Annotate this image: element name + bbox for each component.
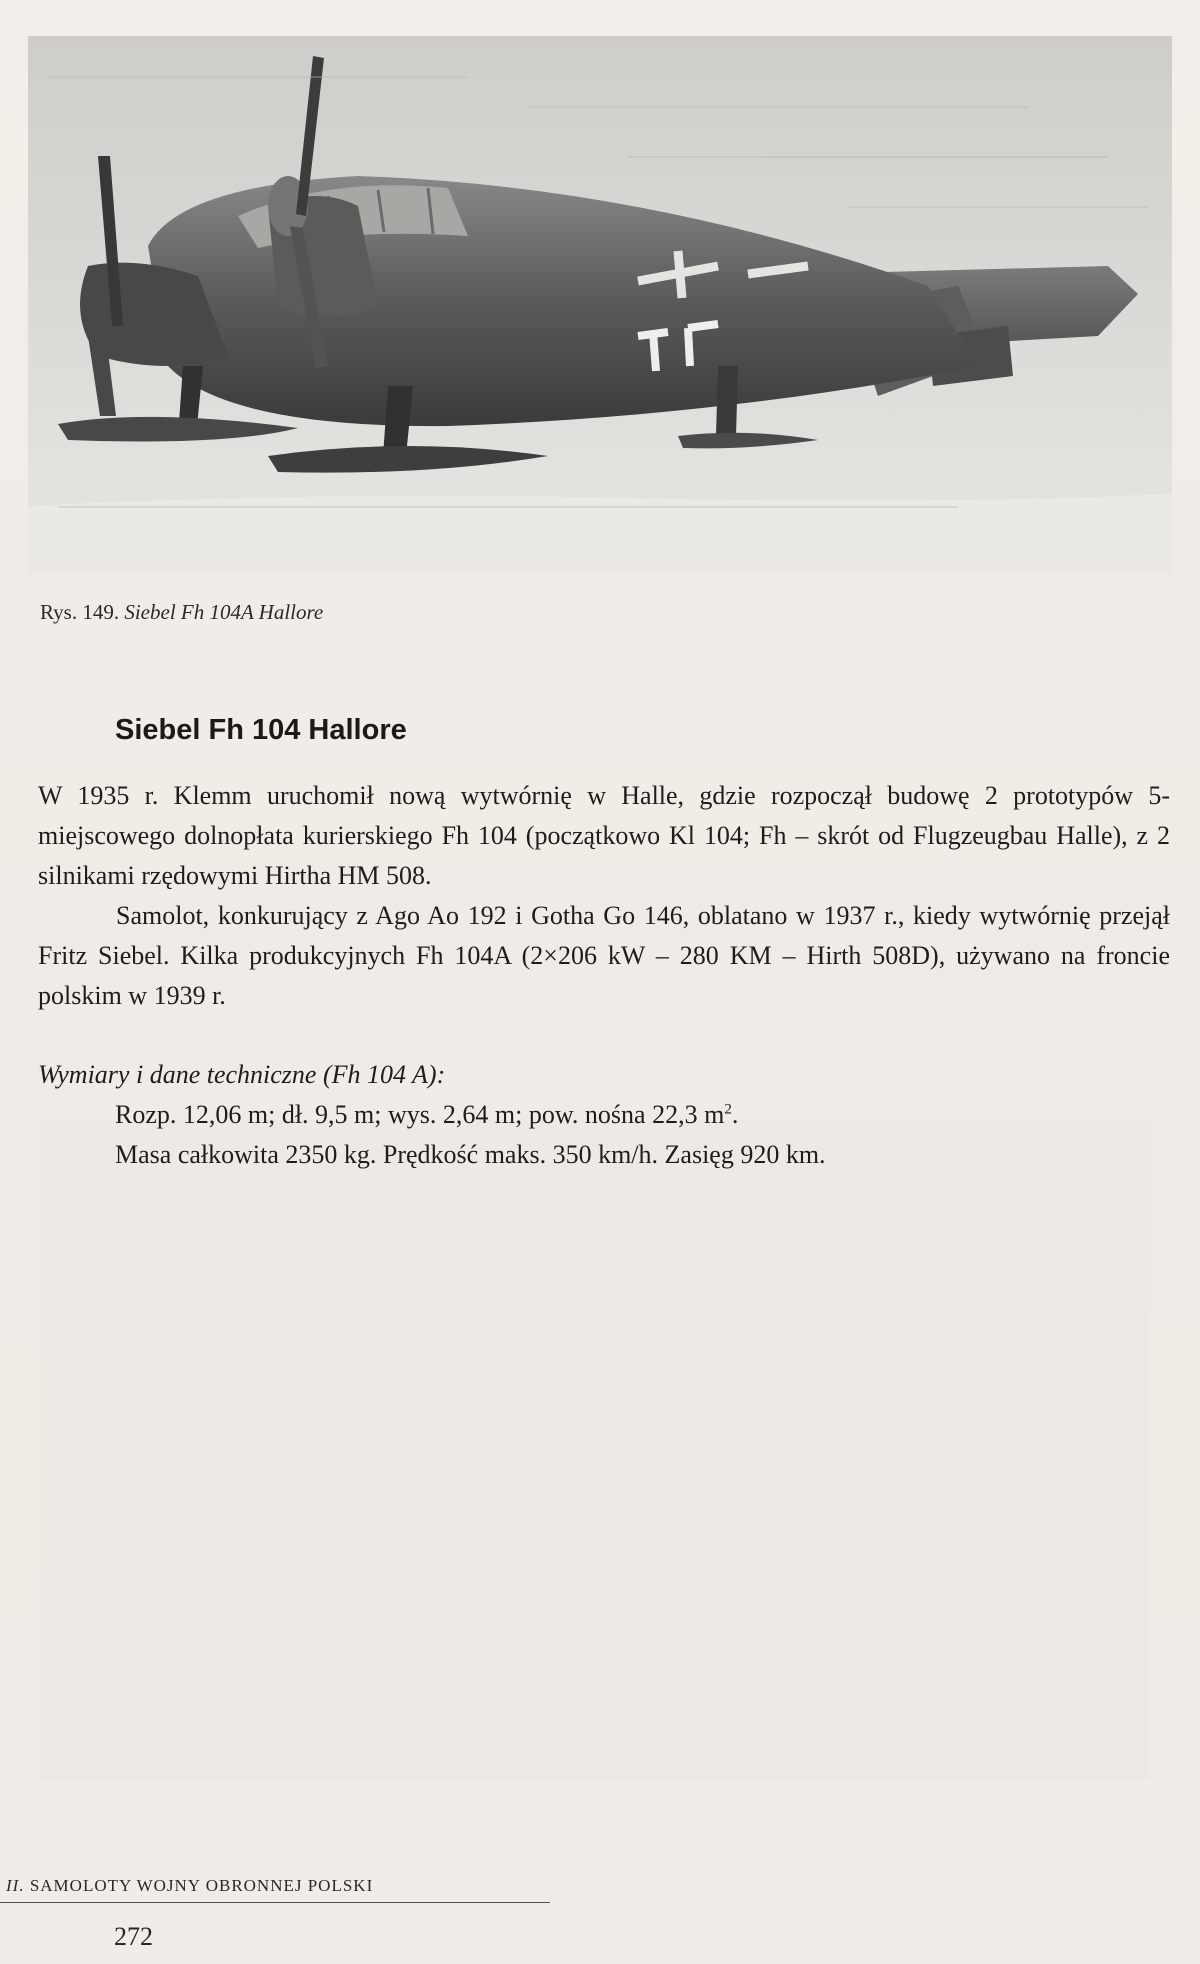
paragraph-1: W 1935 r. Klemm uruchomił nową wytwórnię w Halle, gdzie rozpoczął budowę 2 prototypów 5-miejscowego dolnopłata kurierskiego Fh 104 (początkowo Kl 104; Fh – skrót od Flugzeugbau Halle), z 2 silnikami rzędowymi Hirtha HM 508. xyxy=(38,781,1170,890)
aircraft-photo xyxy=(28,36,1172,574)
section-title: SAMOLOTY WOJNY OBRONNEJ POLSKI xyxy=(29,1876,374,1895)
caption-prefix: Rys. 149. xyxy=(40,600,120,624)
dimensions-text: Rozp. 12,06 m; dł. 9,5 m; wys. 2,64 m; pow. nośna 22,3 m xyxy=(115,1100,725,1129)
figure-caption xyxy=(40,600,323,625)
dimensions-tail: . xyxy=(731,1100,739,1129)
page-bleed-through xyxy=(40,1120,1150,1780)
footer-rule xyxy=(0,1902,550,1903)
area-unit-superscript: 2 xyxy=(724,1101,732,1118)
specifications-heading: Wymiary i dane techniczne (Fh 104 A): xyxy=(38,1060,446,1089)
section-number: II. xyxy=(6,1876,25,1895)
caption-title: Siebel Fh 104A Hallore xyxy=(124,600,324,624)
specifications-dimensions xyxy=(115,1100,738,1130)
specifications-performance: Masa całkowita 2350 kg. Prędkość maks. 350 km/h. Zasięg 920 km. xyxy=(115,1140,826,1169)
article-body xyxy=(38,776,1170,1016)
running-footer xyxy=(6,1876,373,1896)
article-title: Siebel Fh 104 Hallore xyxy=(115,714,407,746)
paragraph-2: Samolot, konkurujący z Ago Ao 192 i Gotha Go 146, oblatano w 1937 r., kiedy wytwórnię przejął Fritz Siebel. Kilka produkcyjnych Fh 104A (2×206 kW – 280 KM – Hirth 508D), używano na froncie polskim w 1939 r. xyxy=(38,901,1170,1010)
page-number: 272 xyxy=(114,1922,153,1951)
